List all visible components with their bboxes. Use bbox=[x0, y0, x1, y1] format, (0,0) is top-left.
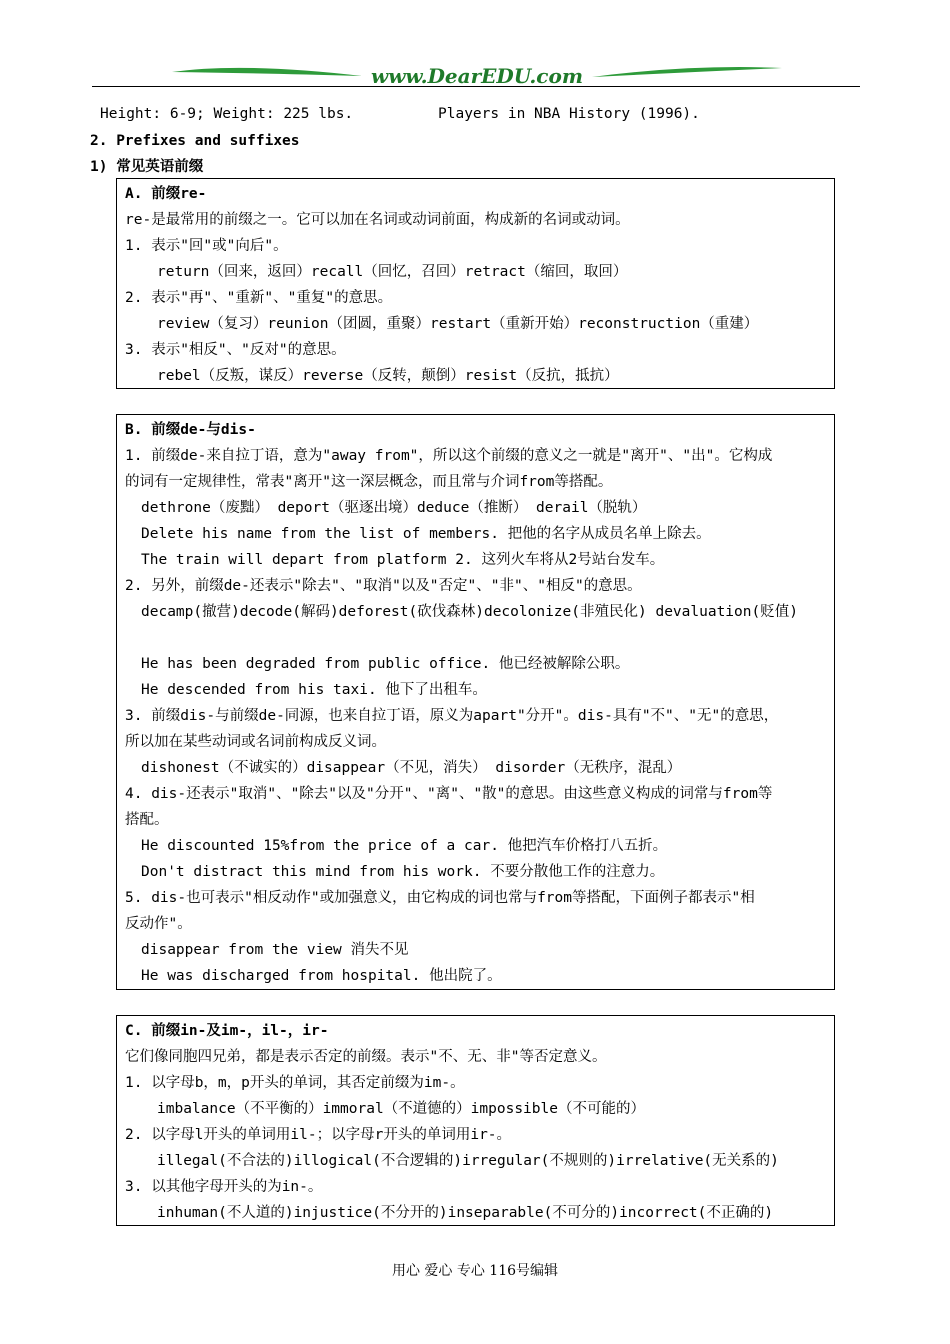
box-b-line: The train will depart from platform 2. 这列火车将从2号站台发车。 bbox=[141, 552, 665, 568]
section-title: 2. Prefixes and suffixes bbox=[90, 133, 300, 149]
logo-swoosh-right bbox=[592, 67, 782, 77]
page-footer: 用心 爱心 专心 116号编辑 bbox=[391, 1263, 559, 1279]
box-a-line: 2. 表示"再"、"重新"、"重复"的意思。 bbox=[125, 290, 393, 306]
box-c-line: 2. 以字母l开头的单词用il-；以字母r开头的单词用ir-。 bbox=[125, 1127, 512, 1143]
box-b-line: 5. dis-也可表示"相反动作"或加强意义，由它构成的词也常与from等搭配，下面例子都表示"相 bbox=[125, 890, 755, 906]
box-b-line: disappear from the view 消失不见 bbox=[141, 942, 409, 958]
box-b-line: Delete his name from the list of members. 把他的名字从成员名单上除去。 bbox=[141, 526, 711, 542]
box-b-line: 搭配。 bbox=[125, 812, 169, 828]
logo-text: www.DearEDU.com bbox=[370, 64, 584, 88]
logo-swoosh-left bbox=[172, 68, 362, 76]
box-c-line: 它们像同胞四兄弟，都是表示否定的前缀。表示"不、无、非"等否定意义。 bbox=[125, 1049, 607, 1065]
box-a-line: 3. 表示"相反"、"反对"的意思。 bbox=[125, 342, 346, 358]
prefix-re-box bbox=[116, 178, 835, 389]
box-b-line: 2. 另外，前缀de-还表示"除去"、"取消"以及"否定"、"非"、"相反"的意思。 bbox=[125, 578, 642, 594]
nba-history-text: Players in NBA History (1996). bbox=[438, 106, 700, 122]
box-b-line: 4. dis-还表示"取消"、"除去"以及"分开"、"离"、"散"的意思。由这些意义构成的词常与from等 bbox=[125, 786, 773, 802]
box-a-line: return（回来，返回）recall（回忆，召回）retract（缩回，取回） bbox=[157, 264, 628, 280]
height-weight-text: Height: 6-9; Weight: 225 lbs. bbox=[100, 106, 354, 122]
box-b-line: He has been degraded from public office. 他已经被解除公职。 bbox=[141, 656, 630, 672]
prefix-in-im-box bbox=[116, 1015, 835, 1226]
prefix-de-dis-box bbox=[116, 414, 835, 990]
box-b-line: 反动作"。 bbox=[125, 916, 192, 932]
box-c-line: imbalance（不平衡的）immoral（不道德的）impossible（不可能的） bbox=[157, 1101, 645, 1117]
box-b-line: 3. 前缀dis-与前缀de-同源，也来自拉丁语，原义为apart"分开"。dis-具有"不"、"无"的意思， bbox=[125, 708, 779, 724]
box-b-line: He descended from his taxi. 他下了出租车。 bbox=[141, 682, 487, 698]
box-c-line: 3. 以其他字母开头的为in-。 bbox=[125, 1179, 323, 1195]
box-c-line: 1. 以字母b，m，p开头的单词，其否定前缀为im-。 bbox=[125, 1075, 465, 1091]
box-b-line: He was discharged from hospital. 他出院了。 bbox=[141, 968, 502, 984]
box-c-line: inhuman(不人道的)injustice(不分开的)inseparable(不可分的)incorrect(不正确的) bbox=[157, 1205, 774, 1221]
box-c-line: illegal(不合法的)illogical(不合逻辑的)irregular(不规则的)irrelative(无关系的) bbox=[157, 1153, 779, 1169]
header-rule bbox=[92, 86, 860, 87]
subsection-title: 1) 常见英语前缀 bbox=[90, 159, 204, 175]
box-b-line: 1. 前缀de-来自拉丁语，意为"away from"，所以这个前缀的意义之一就是"离开"、"出"。它构成 bbox=[125, 448, 773, 464]
box-a-line: rebel（反叛，谋反）reverse（反转，颠倒）resist（反抗，抵抗） bbox=[157, 368, 619, 384]
box-b-line: Don't distract this mind from his work. 不要分散他工作的注意力。 bbox=[141, 864, 665, 880]
box-a-line: re-是最常用的前缀之一。它可以加在名词或动词前面，构成新的名词或动词。 bbox=[125, 212, 630, 228]
box-b-line: dethrone（废黜） deport（驱逐出境）deduce（推断） derail（脱轨） bbox=[141, 500, 647, 516]
box-b-title: B. 前缀de-与dis- bbox=[125, 422, 256, 438]
box-b-line: He discounted 15%from the price of a car. 他把汽车价格打八五折。 bbox=[141, 838, 668, 854]
box-b-line: 的词有一定规律性，常表"离开"这一深层概念，而且常与介词from等搭配。 bbox=[125, 474, 613, 490]
box-a-title: A. 前缀re- bbox=[125, 186, 207, 202]
box-b-line: 所以加在某些动词或名词前构成反义词。 bbox=[125, 734, 386, 750]
box-a-line: review（复习）reunion（团圆，重聚）restart（重新开始）reconstruction（重建） bbox=[157, 316, 759, 332]
box-c-title: C. 前缀in-及im-，il-，ir- bbox=[125, 1023, 329, 1039]
box-b-line: dishonest（不诚实的）disappear（不见，消失） disorder（无秩序，混乱） bbox=[141, 760, 682, 776]
box-b-line: decamp(撤营)decode(解码)deforest(砍伐森林)decolonize(非殖民化) devaluation(贬值) bbox=[141, 604, 798, 620]
box-a-line: 1. 表示"回"或"向后"。 bbox=[125, 238, 288, 254]
page-header bbox=[92, 60, 860, 90]
